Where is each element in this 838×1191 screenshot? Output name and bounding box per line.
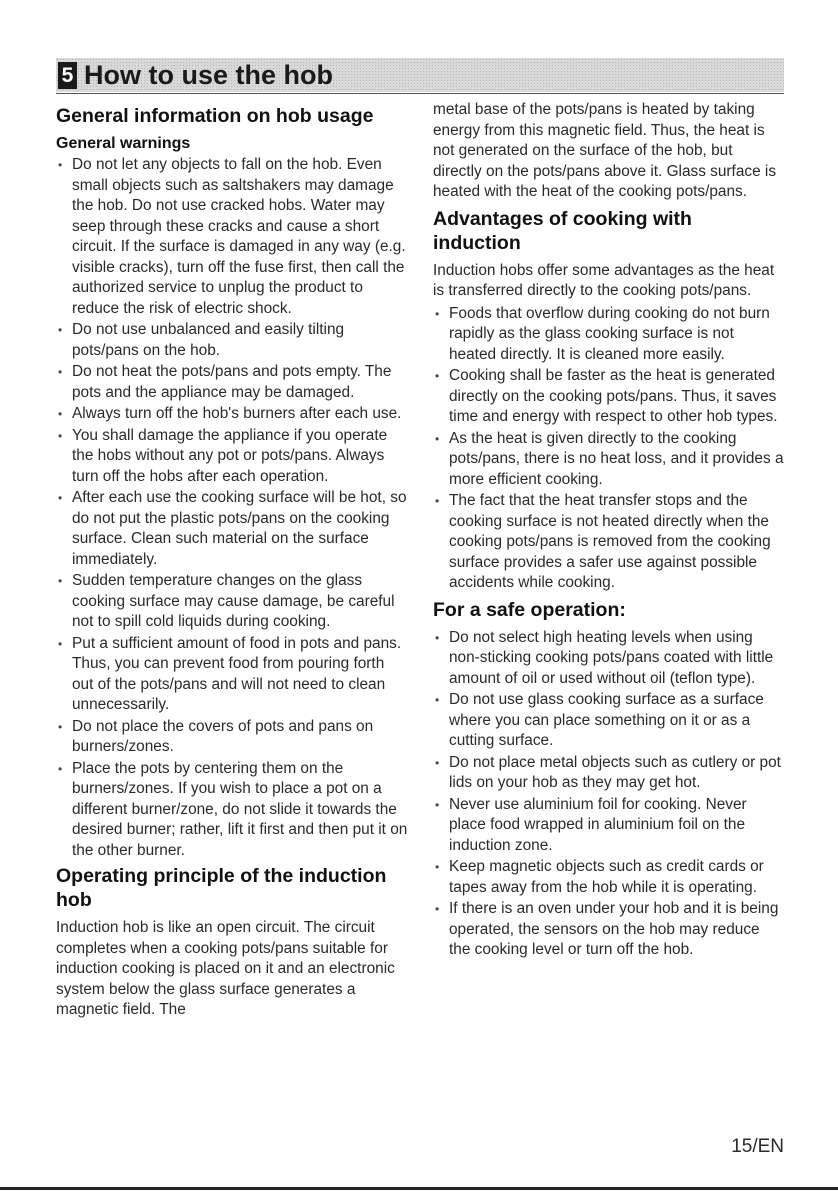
section-title-advantages: Advantages of cooking with induction xyxy=(433,207,692,254)
list-item: • Do not place metal objects such as cutlery or pot lids on your hob as they may get hot. xyxy=(433,753,785,794)
list-item: • If there is an oven under your hob and it is being operated, the sensors on the hob may reduce the cooking level or turn off the hob. xyxy=(433,899,785,961)
advantages-intro-text: Induction hobs offer some advantages as the heat is transferred directly to the cooking pots/pans. xyxy=(433,261,775,299)
list-item: • Cooking shall be faster as the heat is generated directly on the cooking pots/pans. Thus, it saves time and energy with respect to other hob types. xyxy=(433,366,785,428)
list-item: • After each use the cooking surface will be hot, so do not put the plastic pots/pans on the cooking surface. Clean such material on the surface immediately. xyxy=(56,488,408,570)
list-item: • Do not use glass cooking surface as a surface where you can place something on it or as a cutting surface. xyxy=(433,690,785,752)
section-title-safe-operation: For a safe operation: xyxy=(433,598,626,621)
right-column xyxy=(433,100,785,962)
left-column xyxy=(56,104,408,1023)
list-item: • Place the pots by centering them on the burners/zones. If you wish to place a pot on a different burner/zone, do not slide it towards the desired burner; rather, lift it first and then put it on the other burner. xyxy=(56,759,408,862)
list-item: • Never use aluminium foil for cooking. Never place food wrapped in aluminium foil on the induction zone. xyxy=(433,795,785,857)
advantages-list xyxy=(433,304,785,594)
footer-divider xyxy=(0,1187,838,1190)
list-item: • Always turn off the hob's burners after each use. xyxy=(56,404,408,425)
list-item: • Put a sufficient amount of food in pots and pans. Thus, you can prevent food from pouring forth out of the pots/pans and will not need to clean unnecessarily. xyxy=(56,634,408,716)
list-item: • Keep magnetic objects such as credit cards or tapes away from the hob while it is operating. xyxy=(433,857,785,898)
subsection-title-general-warnings: General warnings xyxy=(56,135,191,152)
list-item: • You shall damage the appliance if you operate the hobs without any pot or pots/pans. Always turn off the hobs after each operation. xyxy=(56,426,408,488)
list-item: • Sudden temperature changes on the glass cooking surface may cause damage, be careful not to spill cold liquids during cooking. xyxy=(56,571,408,633)
chapter-title: How to use the hob xyxy=(84,60,333,90)
section-title-general-information: General information on hob usage xyxy=(56,105,374,127)
operating-principle-text: Induction hob is like an open circuit. The circuit completes when a cooking pots/pans suitable for induction cooking is placed on it and an electronic system below the glass surface generates a magnetic field. The xyxy=(56,919,395,1018)
list-item: • Foods that overflow during cooking do not burn rapidly as the glass cooking surface is not heated directly. It is cleaned more easily. xyxy=(433,304,785,366)
safe-operation-list xyxy=(433,628,785,961)
section-title-operating-principle: Operating principle of the induction hob xyxy=(56,865,387,911)
page-number: 15/EN xyxy=(731,1136,784,1157)
list-item: • Do not heat the pots/pans and pots empty. The pots and the appliance may be damaged. xyxy=(56,362,408,403)
chapter-number-badge: 5 xyxy=(58,62,77,89)
list-item: • The fact that the heat transfer stops and the cooking surface is not heated directly when the cooking pots/pans is removed from the cooking surface provides a safer use against possible accidents while cooking. xyxy=(433,491,785,594)
general-warnings-list xyxy=(56,155,408,861)
list-item: • As the heat is given directly to the cooking pots/pans, there is no heat loss, and it provides a more efficient cooking. xyxy=(433,429,785,491)
header-divider xyxy=(56,93,784,94)
list-item: • Do not select high heating levels when using non-sticking cooking pots/pans coated with little amount of oil or used without oil (teflon type). xyxy=(433,628,785,690)
operating-principle-continued-text: metal base of the pots/pans is heated by taking energy from this magnetic field. Thus, the heat is not generated on the surface of the hob, but directly on the pots/pans above it. Glass surface is heated with the heat of the cooking pots/pans. xyxy=(433,101,777,200)
list-item: • Do not let any objects to fall on the hob. Even small objects such as saltshakers may damage the hob. Do not use cracked hobs. Water may seep through these cracks and cause a short circuit. If the surface is damaged in any way (e.g. visible cracks), turn off the fuse first, then call the authorized service to unplug the product to reduce the risk of electric shock. xyxy=(56,155,408,319)
list-item: • Do not place the covers of pots and pans on burners/zones. xyxy=(56,717,408,758)
list-item: • Do not use unbalanced and easily tilting pots/pans on the hob. xyxy=(56,320,408,361)
